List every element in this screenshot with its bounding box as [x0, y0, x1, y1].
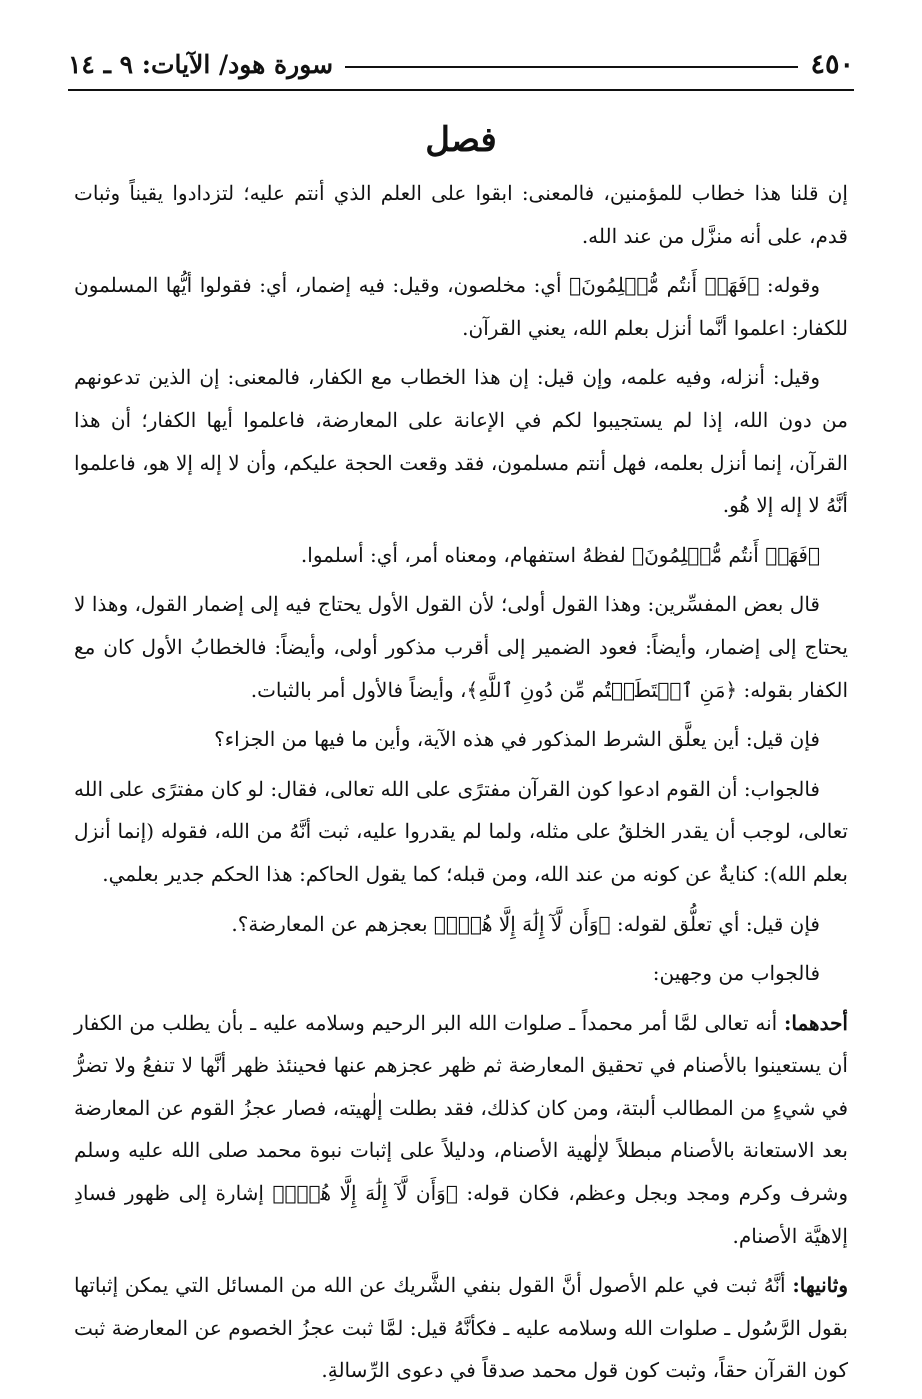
paragraph: فإن قيل: أي تعلُّق لقوله: ﴿وَأَن لَّآ إِلَٰهَ إِلَّا هُوَۖ﴾ بعجزهم عن المعارضة؟.	[231, 911, 820, 936]
answer-two-paragraph	[74, 1264, 848, 1392]
page-number: ٤٥٠	[810, 48, 854, 80]
paragraph: فإن قيل: أين يعلَّق الشرط المذكور في هذه الآية، وأين ما فيها من الجزاء؟	[214, 727, 820, 752]
paragraph: وقوله: ﴿فَهَلۡ أَنتُم مُّسۡلِمُونَ﴾ أي: مخلصون، وقيل: فيه إضمار، أي: فقولوا أيُّها المسلمون للكفار: اعلموا أنَّما أنزل بعلم الله، يعني القرآن.	[74, 273, 848, 340]
page-body	[74, 172, 848, 1399]
paragraph: فالجواب من وجهين:	[652, 961, 820, 986]
paragraph: إن قلنا هذا خطاب للمؤمنين، فالمعنى: ابقوا على العلم الذي أنتم عليه؛ لتزدادوا يقيناً وثبات قدم، على أنه منزَّل من عند الله.	[74, 181, 848, 248]
answer-two-label: وثانيها:	[792, 1273, 848, 1298]
paragraph: ﴿فَهَلۡ أَنتُم مُّسۡلِمُونَ﴾ لفظهُ استفهام، ومعناه أمر، أي: أسلموا.	[300, 542, 820, 567]
section-heading: فصل	[425, 120, 497, 160]
header-dash-line	[345, 66, 798, 68]
answer-one-label: أحدهما:	[783, 1010, 848, 1035]
answer-two-text: أنَّهُ ثبت في علم الأصول أنَّ القول بنفي الشَّريك عن الله من المسائل التي يمكن إثباتها بقول الرَّسُول ـ صلوات الله وسلامه عليه ـ فكأنَّهُ قيل: لمَّا ثبت عجزُ الخصوم عن المعارضة ثبت كون القرآن حقاً، وثبت كون قول محمد صدقاً في دعوى الرِّسالةِ.	[74, 1273, 848, 1383]
running-title: سورة هود/ الآيات: ٩ ـ ١٤	[68, 49, 334, 79]
paragraph: قال بعض المفسِّرين: وهذا القول أولى؛ لأن القول الأول يحتاج فيه إلى إضمار القول، وهذا لا يحتاج إلى إضمار، وأيضاً: فعود الضمير إلى أقرب مذكور أولى، وأيضاً: فالخطابُ الأول كان مع الكفار بقوله: ﴿مَنِ ٱسۡتَطَعۡتُم مِّن دُونِ ٱللَّهِ﴾، وأيضاً فالأول أمر بالثبات.	[74, 592, 848, 702]
paragraph: وقيل: أنزله، وفيه علمه، وإن قيل: إن هذا الخطاب مع الكفار، فالمعنى: إن الذين تدعونهم من دون الله، إذا لم يستجيبوا لكم في الإعانة على المعارضة، فاعلموا أيها الكفار؛ أن هذا القرآن، إنما أنزل بعلمه، فهل أنتم مسلمون، فقد وقعت الحجة عليكم، وأن لا إله إلا هو، فاعلموا أنَّهُ لا إله إلا هُو.	[74, 365, 848, 518]
page-header	[68, 44, 854, 84]
answer-one-paragraph	[74, 1002, 848, 1258]
answer-one-text: أنه تعالى لمَّا أمر محمداً ـ صلوات الله البر الرحيم وسلامه عليه ـ بأن يطلب من الكفار أن يستعينوا بالأصنام في تحقيق المعارضة ثم ظهر عجزهم عنها فحينئذ ظهر أنَّها لا تنفعُ ولا تضرُّ في شيءٍ من المطالب ألبتة، ومن كان كذلك، فقد بطلت إلٰهيته، فصار عجزُ القوم عن المعارضة بعد الاستعانة بالأصنام مبطلاً لإلٰهية الأصنام، ودليلاً على إثبات نبوة محمد صلى الله عليه وسلم وشرف وكرم ومجد وبجل وعظم، فكان قوله: ﴿وَأَن لَّآ إِلَٰهَ إِلَّا هُوَۖ﴾ إشارة إلى ظهور فسادِ إلاهيَّة الأصنام.	[74, 1010, 848, 1248]
header-rule	[68, 89, 854, 91]
paragraph: فالجواب: أن القوم ادعوا كون القرآن مفترًى على الله تعالى، فقال: لو كان مفترًى على الله تعالى، لوجب أن يقدر الخلقُ على مثله، ولما لم يقدروا عليه، ثبت أنَّهُ من الله، فقوله (إنما أنزل بعلم الله): كنايةٌ عن كونه من عند الله، ومن قبله؛ كما يقول الحاكم: هذا الحكم جدير بعلمي.	[74, 776, 849, 886]
